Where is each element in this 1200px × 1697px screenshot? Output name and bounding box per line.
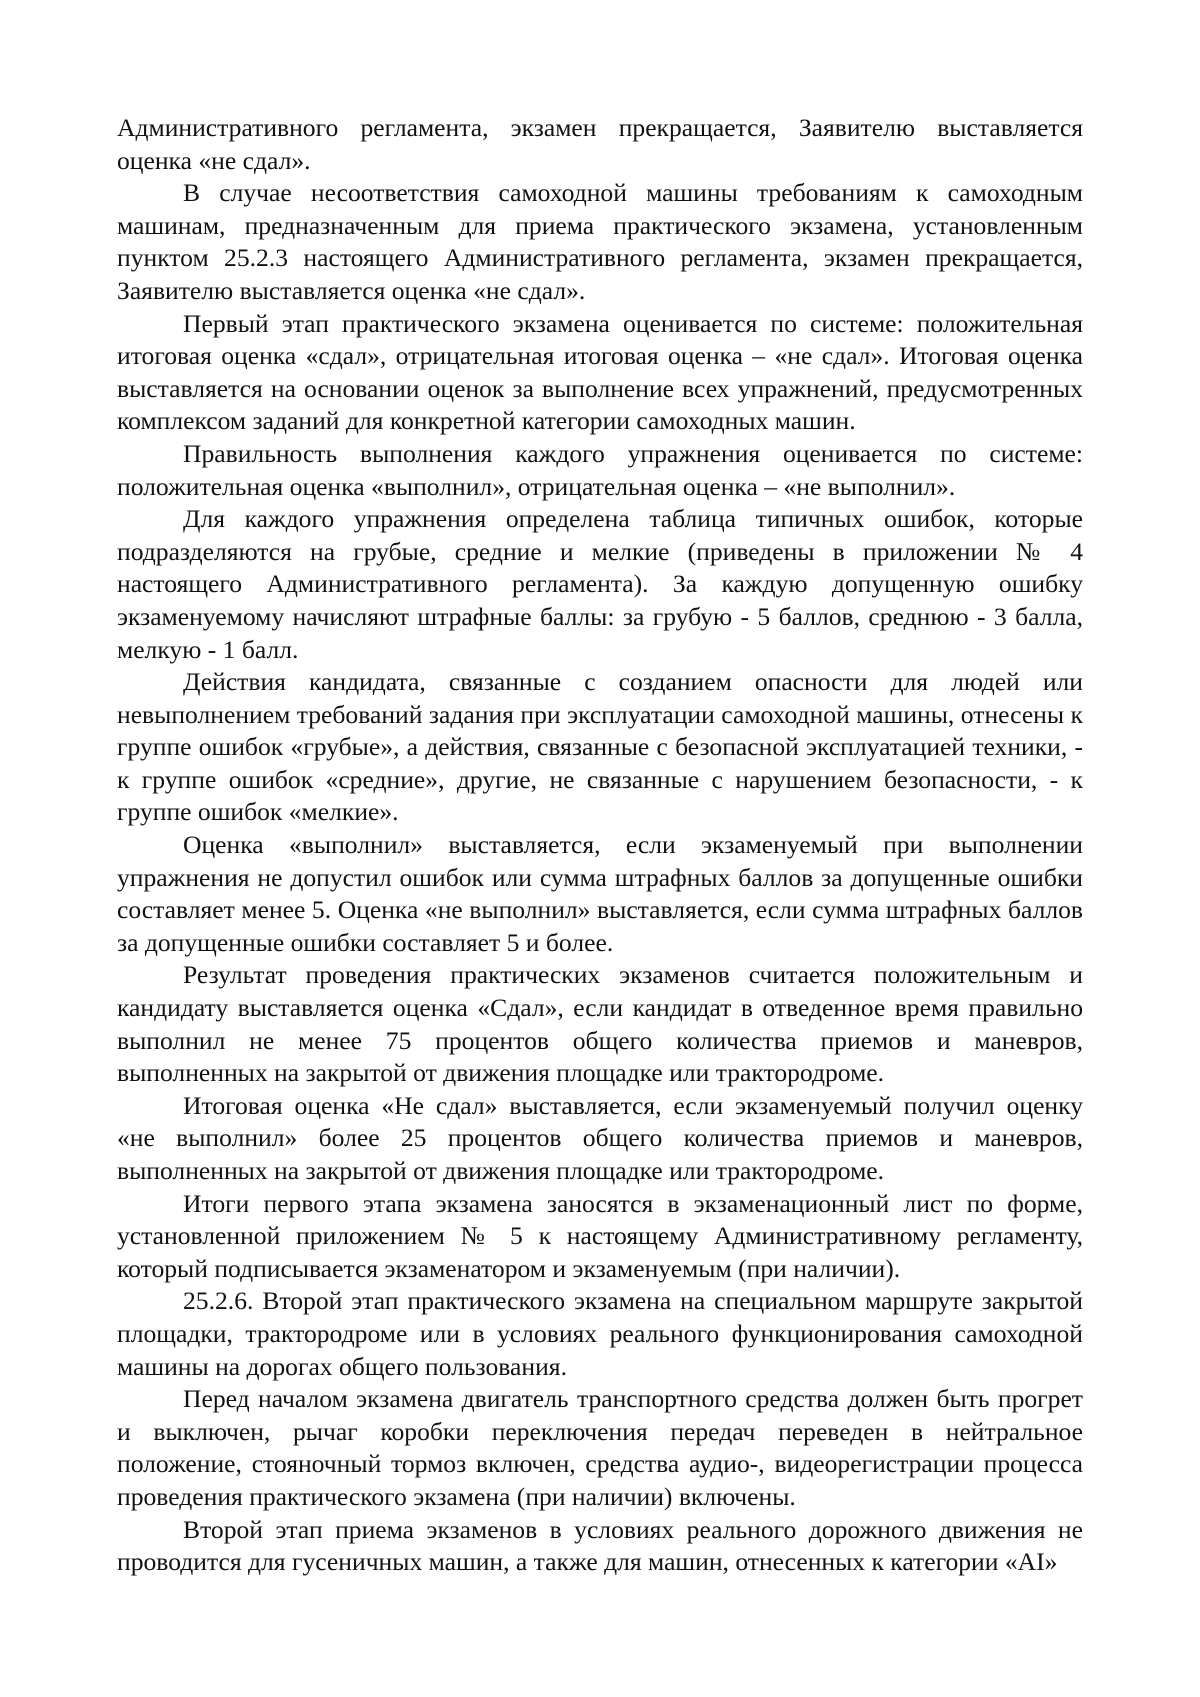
paragraph-fail-result: Итоговая оценка «Не сдал» выставляется, если экзаменуемый получил оценку «не выполнил» более 25 процентов общего количества приемов и маневров, выполненных на закрытой от движения площадке или трактородроме.: [117, 1090, 1083, 1185]
paragraph-first-stage-grading: Первый этап практического экзамена оценивается по системе: положительная итоговая оценка «сдал», отрицательная итоговая оценка – «не сдал». Итоговая оценка выставляется на основании оценок за выполнение всех упражнений, предусмотренных комплексом заданий для конкретной категории самоходных машин.: [117, 308, 1083, 436]
paragraph-exercise-grading: Правильность выполнения каждого упражнения оценивается по системе: положительная оценка «выполнил», отрицательная оценка – «не выполнил».: [117, 438, 1083, 501]
paragraph-penalty-threshold: Оценка «выполнил» выставляется, если экзаменуемый при выполнении упражнения не допустил ошибок или сумма штрафных баллов за допущенные ошибки составляет менее 5. Оценка «не выполнил» выставляется, если сумма штрафных баллов за допущенные ошибки составляет 5 и более.: [117, 830, 1083, 957]
document-page: [117, 112, 1083, 1579]
paragraph-vehicle-mismatch: В случае несоответствия самоходной машины требованиям к самоходным машинам, предназначенным для приема практического экзамена, установленным пунктом 25.2.3 настоящего Административного регламента, экзамен прекращается, Заявителю выставляется оценка «не сдал».: [117, 178, 1083, 305]
paragraph-error-groups: Действия кандидата, связанные с созданием опасности для людей или невыполнением требований задания при эксплуатации самоходной машины, отнесены к группе ошибок «грубые», а действия, связанные с безопасной эксплуатацией техники, - к группе ошибок «средние», другие, не связанные с нарушением безопасности, - к группе ошибок «мелкие».: [117, 667, 1083, 827]
paragraph-second-stage-heading: 25.2.6. Второй этап практического экзамена на специальном маршруте закрытой площадки, трактородроме или в условиях реального функционирования самоходной машины на дорогах общего пользования.: [117, 1286, 1083, 1381]
paragraph-pass-result: Результат проведения практических экзаменов считается положительным и кандидату выставляется оценка «Сдал», если кандидат в отведенное время правильно выполнил не менее 75 процентов общего количества приемов и маневров, выполненных на закрытой от движения площадке или трактородроме.: [117, 960, 1083, 1088]
paragraph-continuation: Административного регламента, экзамен прекращается, Заявителю выставляется оценка «не сдал».: [117, 113, 1083, 175]
paragraph-engine-preparation: Перед началом экзамена двигатель транспортного средства должен быть прогрет и выключен, рычаг коробки переключения передач переведен в нейтральное положение, стояночный тормоз включен, средства аудио-, видеорегистрации процесса проведения практического экзамена (при наличии) включены.: [117, 1384, 1083, 1511]
paragraph-error-table: Для каждого упражнения определена таблица типичных ошибок, которые подразделяются на грубые, средние и мелкие (приведены в приложении № 4 настоящего Административного регламента). За каждую допущенную ошибку экзаменуемому начисляют штрафные баллы: за грубую - 5 баллов, среднюю - 3 балла, мелкую - 1 балл.: [117, 504, 1083, 664]
paragraph-second-stage-exclusions: Второй этап приема экзаменов в условиях реального дорожного движения не проводится для гусеничных машин, а также для машин, отнесенных к категории «AI»: [117, 1514, 1083, 1577]
paragraph-exam-sheet: Итоги первого этапа экзамена заносятся в экзаменационный лист по форме, установленной приложением № 5 к настоящему Административному регламенту, который подписывается экзаменатором и экзаменуемым (при наличии).: [117, 1188, 1083, 1283]
